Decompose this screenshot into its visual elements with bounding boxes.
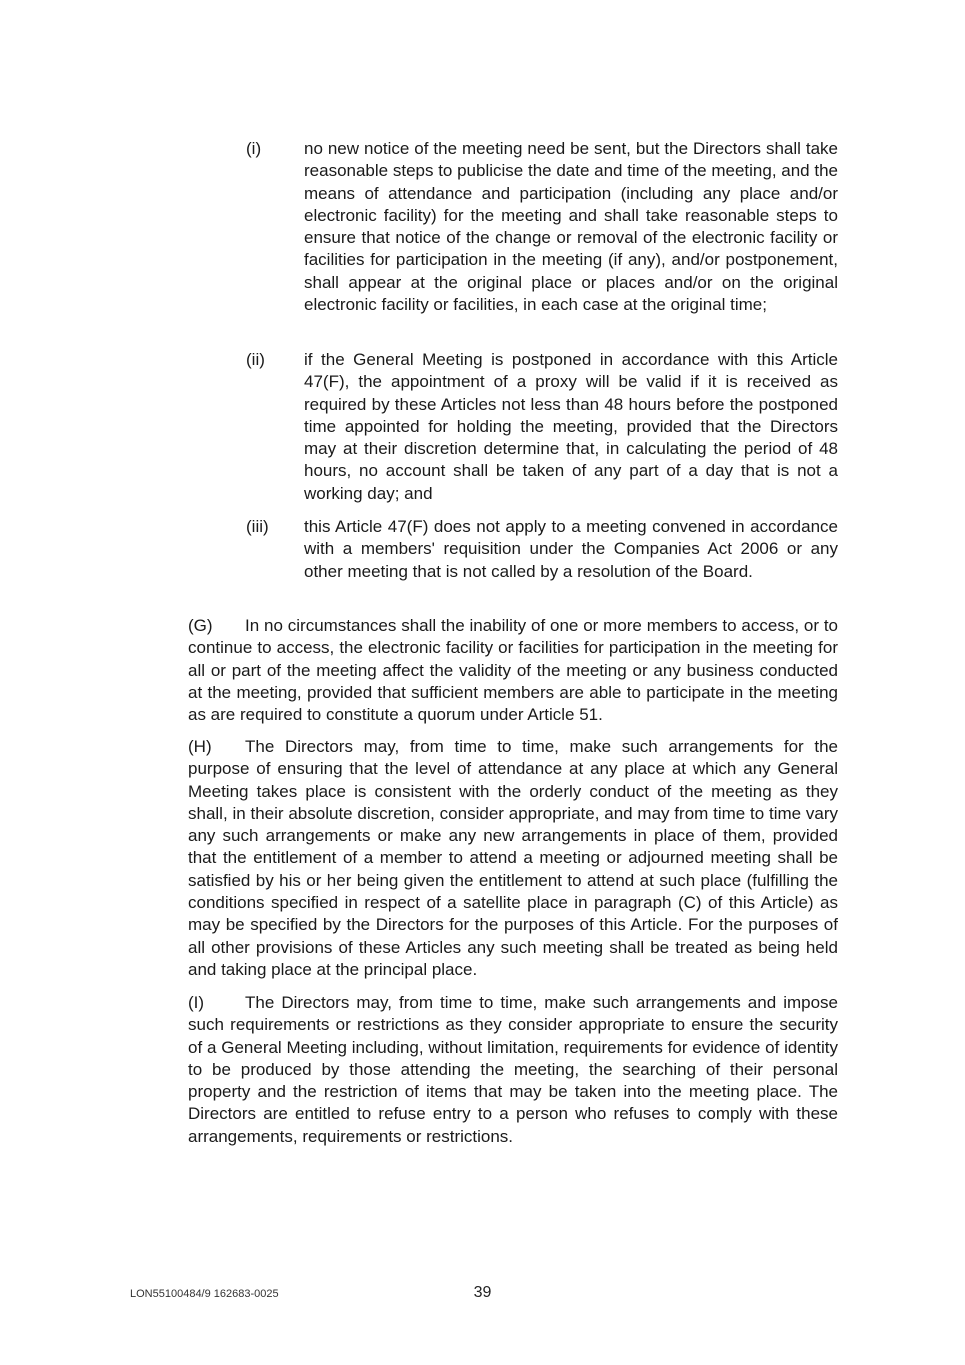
paragraph-label: (H) (188, 737, 212, 756)
paragraph-text: The Directors may, from time to time, make such arrangements and impose such requirements or restrictions as they consider appropriate to ensure the security of a General Meeting including, without limitation, requirements for evidence of identity to be produced by those attending the meeting, the searching of their personal property and the restriction of items that may be taken into the meeting place. The Directors are entitled to refuse entry to a person who refuses to comply with these arrangements, requirements or restrictions. (188, 993, 838, 1146)
sub-item-iii (246, 516, 838, 583)
sub-item-text: no new notice of the meeting need be sent, but the Directors shall take reasonable steps to publicise the date and time of the meeting, and the means of attendance and participation (including any place and/or electronic facility) for the meeting and shall take reasonable steps to ensure that notice of the change or removal of the electronic facility or facilities for participation in the meeting (if any), and/or postponement, shall appear at the original place or places and/or on the original electronic facility or facilities, in each case at the original time; (304, 139, 838, 315)
sub-item-ii (246, 349, 838, 505)
sub-item-i (246, 138, 838, 316)
sub-item-number: (iii) (246, 517, 269, 536)
paragraph-text: The Directors may, from time to time, make such arrangements for the purpose of ensuring that the level of attendance at any place at which any General Meeting takes place is consistent with the orderly conduct of the meeting as they shall, in their absolute discretion, consider appropriate, and may from time to time vary any such arrangements or make any new arrangements in place of them, provided that the entitlement of a member to attend a meeting or adjourned meeting shall be satisfied by his or her being given the entitlement to attend at such place (fulfilling the conditions specified in respect of a satellite place in paragraph (C) of this Article) as may be specified by the Directors for the purposes of this Article. For the purposes of all other provisions of these Articles any such meeting shall be treated as being held and taking place at the principal place. (188, 737, 838, 979)
paragraph-h (188, 736, 838, 981)
paragraph-g (188, 615, 838, 726)
sub-item-number: (ii) (246, 350, 265, 369)
paragraph-i (188, 992, 838, 1148)
paragraph-label: (I) (188, 993, 205, 1012)
sub-item-text: this Article 47(F) does not apply to a meeting convened in accordance with a members' requisition under the Companies Act 2006 or any other meeting that is not called by a resolution of the Board. (304, 517, 838, 581)
paragraph-text: In no circumstances shall the inability of one or more members to access, or to continue to access, the electronic facility or facilities for participation in the meeting for all or part of the meeting affect the validity of the meeting or any business conducted at the meeting, provided that sufficient members are able to participate in the meeting as are required to constitute a quorum under Article 51. (188, 616, 838, 725)
sub-item-text: if the General Meeting is postponed in accordance with this Article 47(F), the appointment of a proxy will be valid if it is received as required by these Articles not less than 48 hours before the postponed time appointed for holding the meeting, provided that the Directors may at their discretion determine that, in calculating the period of 48 hours, no account shall be taken of any part of a day that is not a working day; and (304, 350, 838, 503)
page-number: 39 (473, 1284, 492, 1301)
document-reference: LON55100484/9 162683-0025 (130, 1288, 279, 1300)
sub-item-number: (i) (246, 139, 262, 158)
paragraph-label: (G) (188, 616, 213, 635)
